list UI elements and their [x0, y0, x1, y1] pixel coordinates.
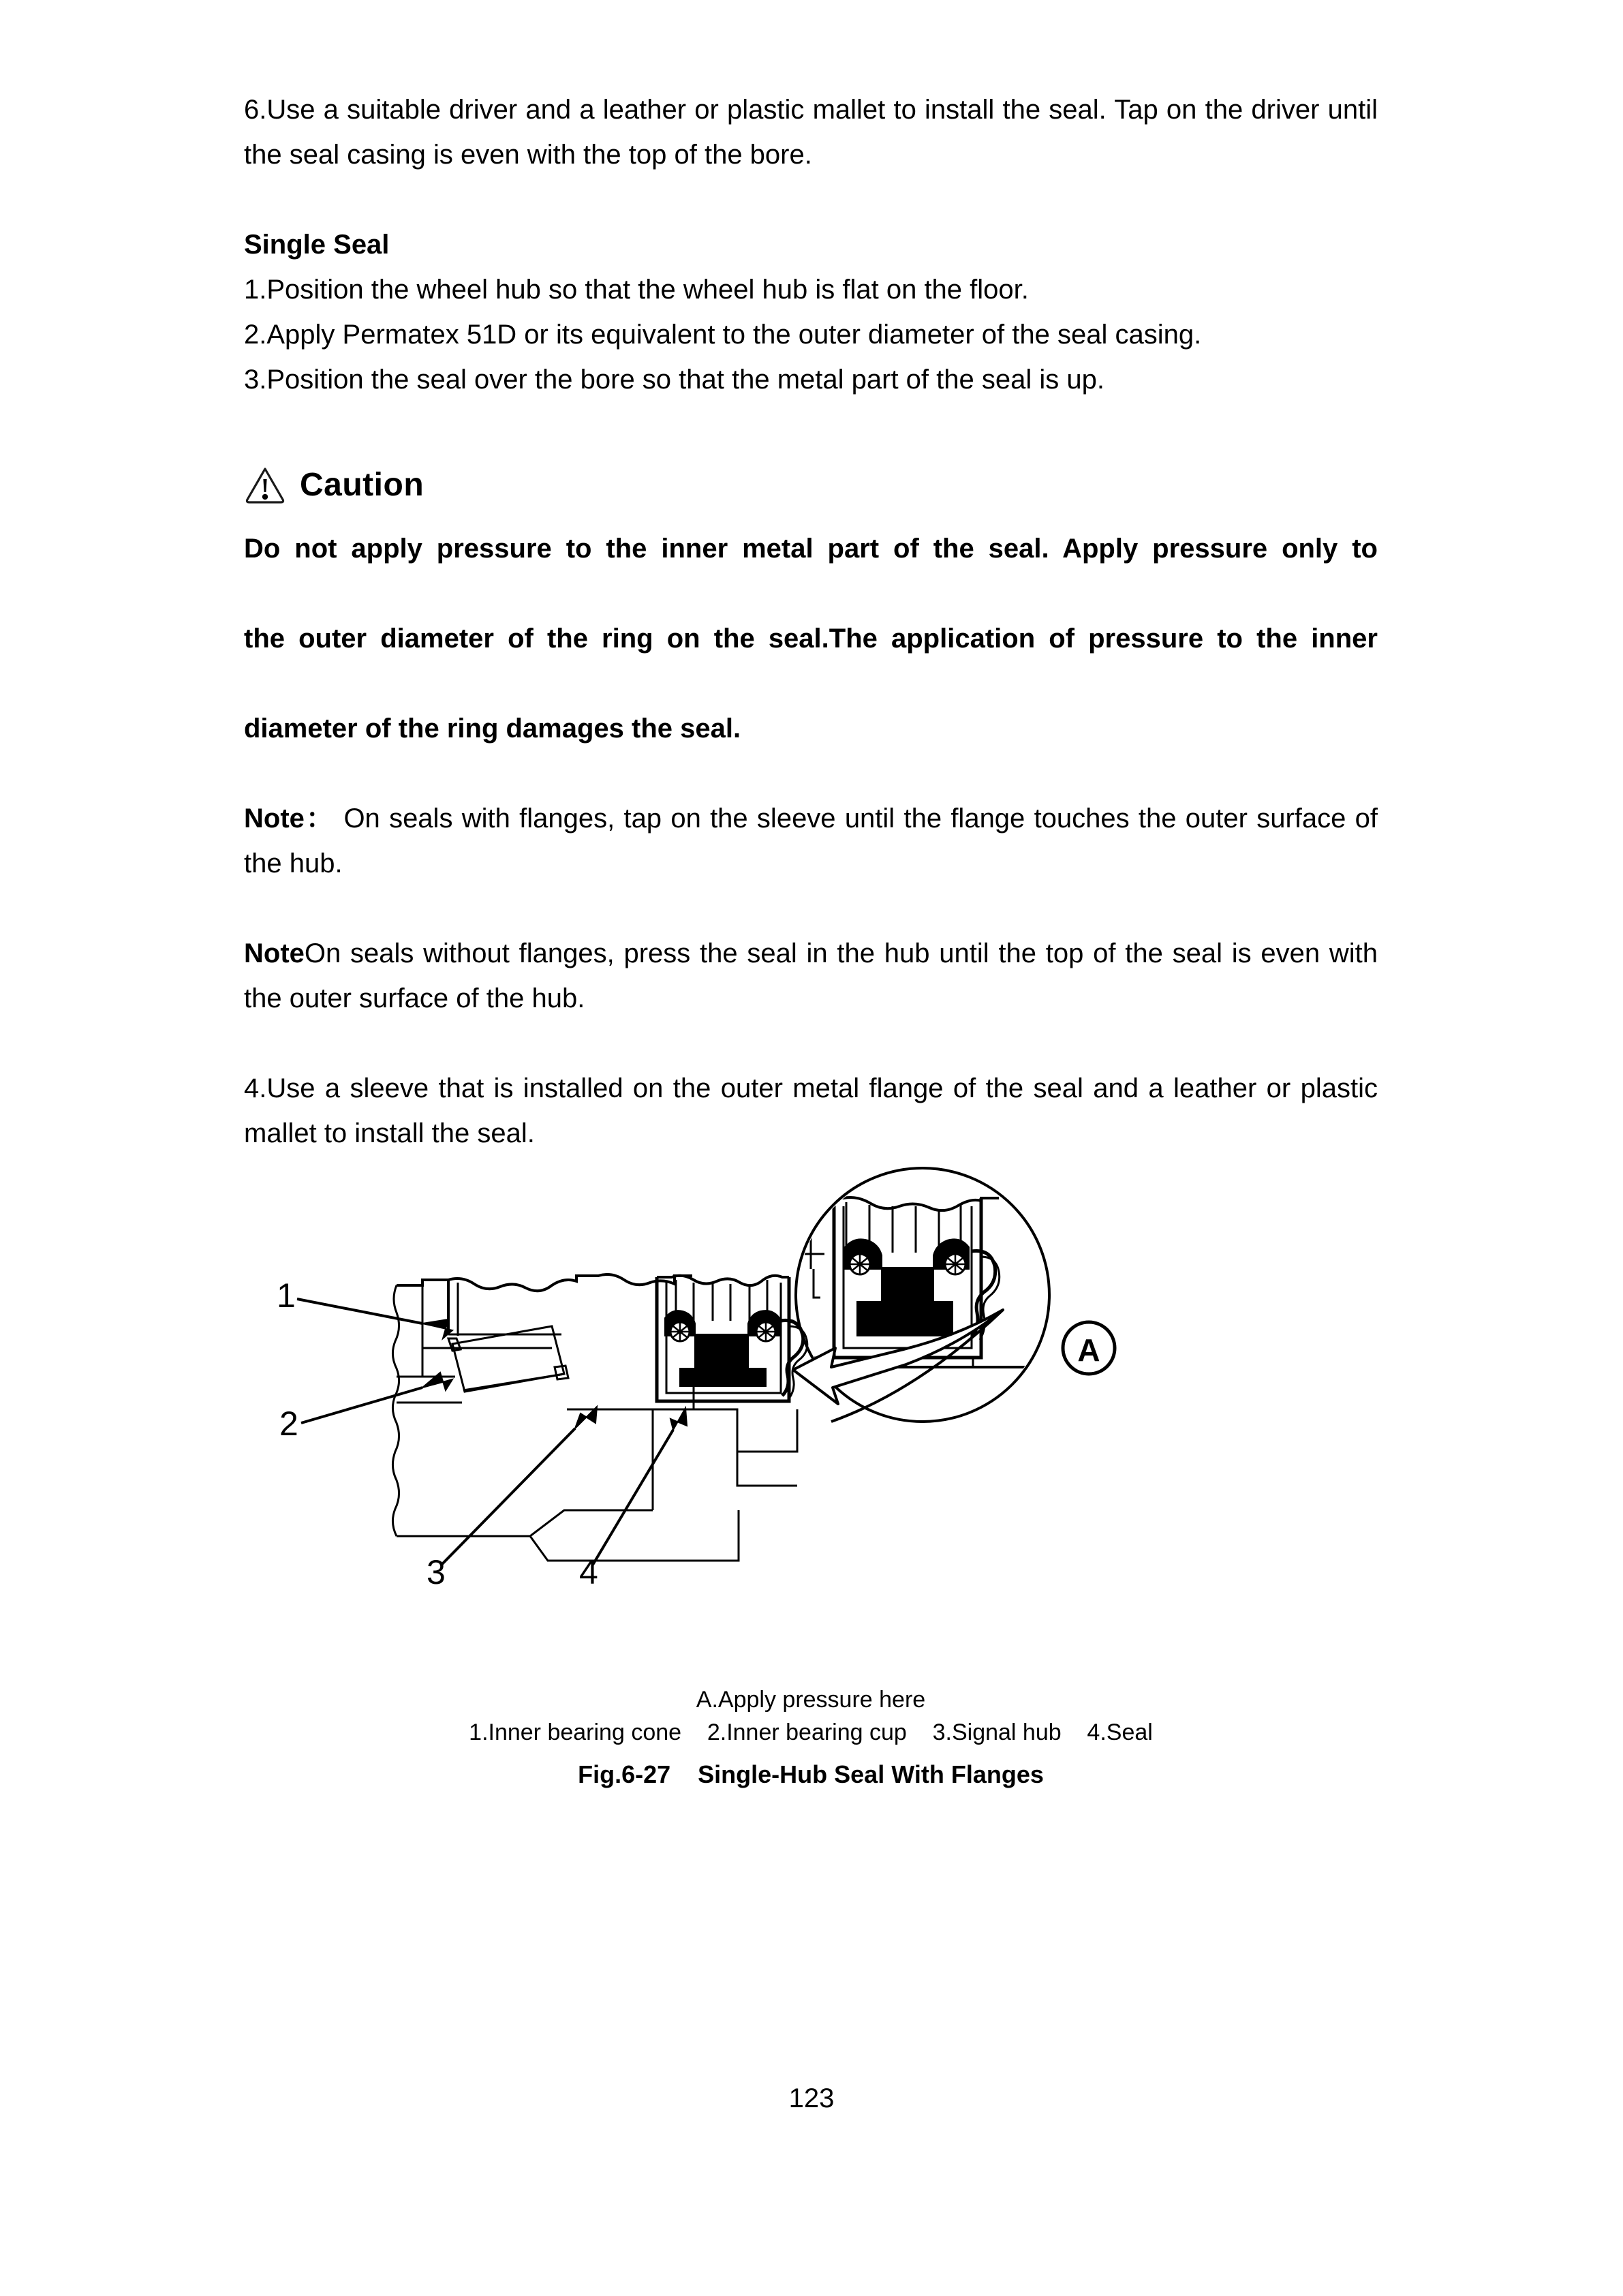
page-content	[244, 0, 1378, 1792]
garter-spring-right-main	[756, 1322, 775, 1341]
note-1-label: Note：	[244, 803, 335, 833]
warning-triangle-icon	[244, 466, 286, 504]
detail-marker-label: A	[1077, 1332, 1100, 1368]
figure-legend: 1.Inner bearing cone 2.Inner bearing cup 3.Signal hub 4.Seal	[469, 1719, 1153, 1745]
callout-label-1: 1	[277, 1276, 296, 1315]
step-4-paragraph: 4.Use a sleeve that is installed on the outer metal flange of the seal and a leather or plastic mallet to install the seal.	[244, 1073, 1378, 1148]
callout-label-2: 2	[279, 1405, 298, 1443]
caution-title: Caution	[300, 467, 424, 503]
figure-title: Fig.6-27 Single-Hub Seal With Flanges	[578, 1760, 1044, 1788]
caution-line-1: Do not apply pressure to the inner metal part of the seal. Apply pressure only to	[244, 534, 1378, 564]
step-6-paragraph: 6.Use a suitable driver and a leather or plastic mallet to install the seal. Tap on the driver until the seal casing is even with the top of the bore.	[244, 95, 1378, 170]
figure-6-27	[244, 1165, 1378, 1683]
page-number: 123	[788, 2083, 835, 2113]
caution-body	[244, 526, 1378, 751]
caution-line-2: the outer diameter of the ring on the seal.The application of pressure to the inner	[244, 624, 1378, 654]
main-cross-section	[392, 1274, 807, 1561]
caution-heading	[244, 454, 1378, 517]
note-1-text: On seals with flanges, tap on the sleeve until the flange touches the outer surface of the hub.	[244, 803, 1378, 878]
figure-caption-a: A.Apply pressure here	[696, 1687, 926, 1713]
garter-spring-left	[850, 1254, 870, 1274]
callout-label-3: 3	[427, 1553, 446, 1591]
garter-spring-right	[945, 1254, 965, 1274]
single-seal-step-2: 2.Apply Permatex 51D or its equivalent to the outer diameter of the seal casing.	[244, 320, 1202, 350]
seal-cross-section-diagram	[244, 1165, 1378, 1683]
note-1-paragraph	[244, 796, 1378, 886]
note-2-paragraph	[244, 931, 1378, 1021]
callout-label-4: 4	[579, 1553, 598, 1591]
callout-leaders	[297, 1299, 687, 1565]
single-seal-step-1: 1.Position the wheel hub so that the wheel hub is flat on the floor.	[244, 275, 1029, 305]
single-seal-heading: Single Seal	[244, 230, 390, 260]
caution-line-3: diameter of the ring damages the seal.	[244, 714, 741, 744]
note-2-label: Note	[244, 938, 305, 968]
single-seal-step-3: 3.Position the seal over the bore so that the metal part of the seal is up.	[244, 365, 1104, 395]
garter-spring-left-main	[670, 1322, 690, 1341]
note-2-text: On seals without flanges, press the seal in the hub until the top of the seal is even with the outer surface of the hub.	[244, 938, 1378, 1013]
